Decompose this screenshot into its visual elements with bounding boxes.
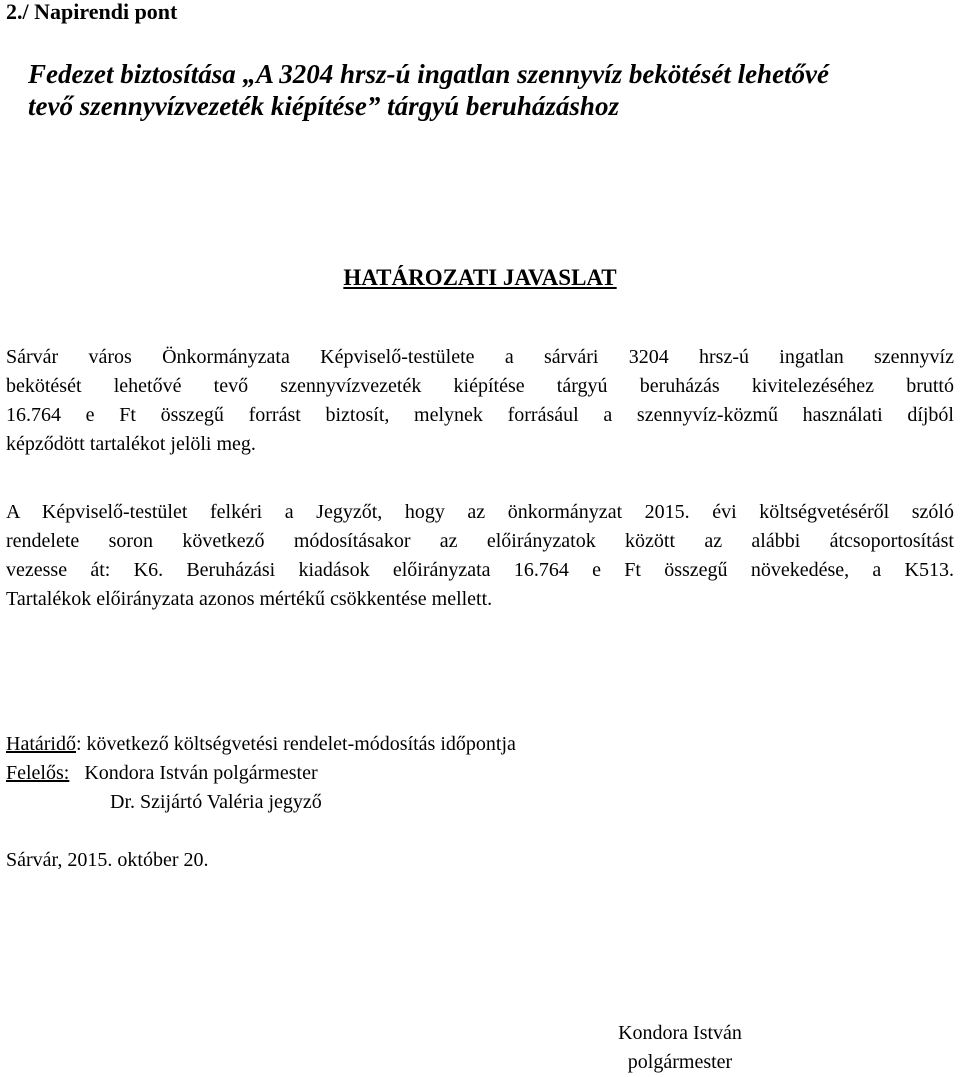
- paragraph-1-line: képződött tartalékot jelöli meg.: [6, 433, 256, 455]
- signature-name: Kondora István: [618, 1022, 742, 1044]
- responsible-label: Felelős:: [6, 762, 70, 784]
- resolution-title: HATÁROZATI JAVASLAT: [343, 265, 617, 290]
- deadline-row: [6, 730, 516, 759]
- deadline-separator: :: [75, 733, 82, 755]
- subject-heading: [28, 58, 948, 122]
- resolution-paragraph-2: [6, 498, 954, 614]
- responsible-person-1: Kondora István polgármester: [84, 762, 318, 784]
- paragraph-2-line: vezesse át: K6. Beruházási kiadások előirányzata 16.764 e Ft összegű növekedése, a K513.: [6, 559, 954, 581]
- responsible-person-2: Dr. Szijártó Valéria jegyző: [110, 791, 322, 813]
- signature-block: [600, 1019, 760, 1077]
- deadline-value: következő költségvetési rendelet-módosítás időpontja: [86, 733, 516, 755]
- subject-line-2: tevő szennyvízvezeték kiépítése” tárgyú beruházáshoz: [28, 91, 619, 121]
- paragraph-1-line: bekötését lehetővé tevő szennyvízvezeték kiépítése tárgyú beruházás kivitelezéséhez bruttó: [6, 375, 954, 397]
- subject-line-1: Fedezet biztosítása „A 3204 hrsz-ú ingatlan szennyvíz bekötését lehetővé: [28, 59, 830, 89]
- paragraph-2-line: rendelete soron következő módosításakor az előirányzatok között az alábbi átcsoportosítást: [6, 530, 954, 552]
- agenda-item-heading: 2./ Napirendi pont: [6, 0, 178, 24]
- signature-title: polgármester: [627, 1051, 733, 1073]
- paragraph-1-line: Sárvár város Önkormányzata Képviselő-testülete a sárvári 3204 hrsz-ú ingatlan szennyvíz: [6, 346, 954, 368]
- deadline-label: Határidő: [6, 733, 76, 755]
- paragraph-2-line: A Képviselő-testület felkéri a Jegyzőt, hogy az önkormányzat 2015. évi költségvetéséről szóló: [6, 501, 954, 523]
- paragraph-1-line: 16.764 e Ft összegű forrást biztosít, melynek forrásául a szennyvíz-közmű használati díjból: [6, 404, 954, 426]
- responsible-row: [6, 759, 318, 788]
- resolution-paragraph-1: [6, 343, 954, 459]
- paragraph-2-line: Tartalékok előirányzata azonos mértékű csökkentése mellett.: [6, 588, 493, 610]
- place-and-date: Sárvár, 2015. október 20.: [6, 849, 209, 871]
